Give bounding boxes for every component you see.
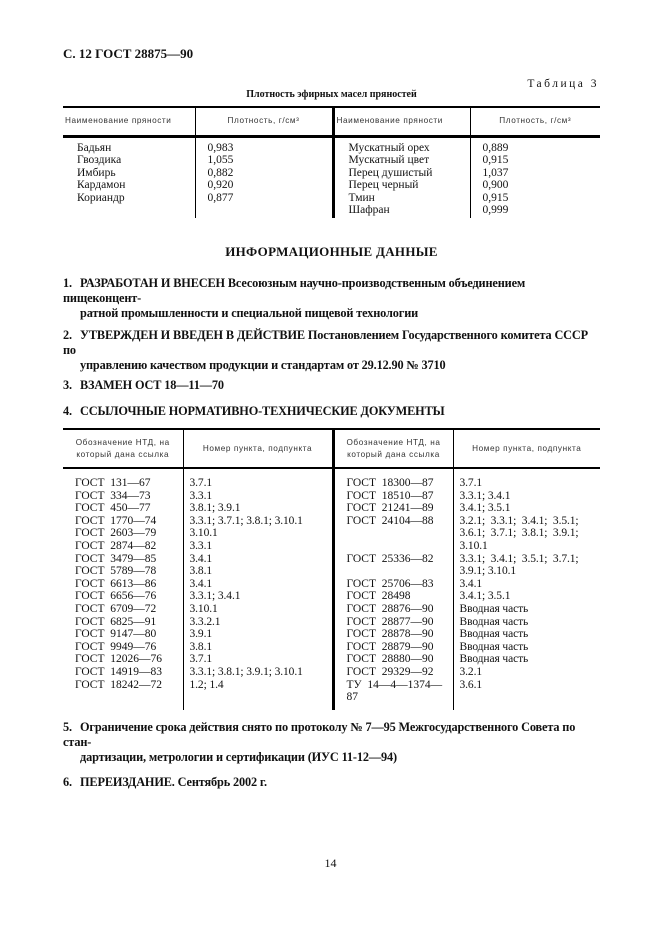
clause-number-cell: Вводная часть [453,641,600,654]
table-row [63,515,600,528]
info-item-2 [63,328,600,373]
item-text: УТВЕРЖДЕН И ВВЕДЕН В ДЕЙСТВИЕ Постановлением Государственного комитета СССР по [63,328,588,357]
table-row [63,641,600,654]
clause-number-cell: 3.3.2.1 [183,616,333,629]
cell-line: Перец душистый [348,166,433,179]
document-designation-cell: ГОСТ 6656—76 [75,590,157,603]
document-designation-cell [333,527,453,540]
clause-number-cell: 3.9.1 [183,628,333,641]
document-designation-cell: ГОСТ 131—67 [75,477,151,489]
item-number: 6. [63,774,72,789]
cell-line: Кориандр [77,191,125,204]
clause-number-cell: 3.2.1 [453,666,600,679]
document-designation-cell: ГОСТ 2874—82 [75,539,157,552]
clause-number-cell: 3.4.1 [453,578,600,591]
document-designation-cell: ГОСТ 18242—72 [75,678,163,691]
table-row [63,565,600,578]
cell-line: 0,920 [207,179,234,192]
table-row [63,540,600,553]
info-item-3 [63,378,600,393]
cell-line: Мускатный цвет [348,154,430,167]
clause-number-cell: 3.9.1; 3.10.1 [453,565,600,578]
document-designation-cell: ГОСТ 28877—90 [333,616,453,629]
table-row [63,653,600,666]
clause-number-cell: 3.10.1 [183,603,333,616]
item-number: 3. [63,378,72,392]
item-number: 4. [63,404,72,418]
cell-line: 0,983 [207,141,234,154]
info-item-1 [63,276,600,321]
column-header: Плотность, г/см³ [470,107,600,136]
table-row [63,603,600,616]
cell-line: 0,877 [207,191,234,204]
cell-line: Бадьян [77,141,112,154]
cell-line: Перец черный [348,179,419,192]
cell-line: Кардамон [77,179,126,192]
table-row [63,616,600,629]
document-designation-cell: ГОСТ 28498 [333,590,453,603]
document-designation-cell [333,565,453,578]
table-row [63,578,600,591]
document-designation-cell [333,540,453,553]
table-row [63,553,600,566]
document-designation-cell: ГОСТ 334—73 [75,489,151,502]
clause-number-cell: 3.3.1 [183,540,333,553]
page-number: 14 [324,856,337,870]
clause-number-cell: 3.8.1 [183,565,333,578]
cell-line: 0,999 [482,204,509,217]
item-text: ратной промышленности и специальной пищевой технологии [80,306,419,320]
density-values-right [470,136,600,218]
clause-number-cell: 3.3.1; 3.4.1 [183,590,333,603]
cell-line: Мускатный орех [348,141,430,154]
clause-number-cell: 3.4.1; 3.5.1 [453,502,600,515]
column-header: Плотность, г/см³ [195,107,333,136]
clause-number-cell: 3.8.1 [183,641,333,654]
document-designation-cell: ГОСТ 25706—83 [333,578,453,591]
item-text: Ограничение срока действия снято по протоколу № 7—95 Межгосударственного Совета по стан- [63,719,576,749]
column-header: Наименование пряности [65,116,172,126]
document-designation-cell: ГОСТ 25336—82 [333,553,453,566]
cell-line: 0,915 [482,191,509,204]
table-number: Таблица 3 [527,78,599,90]
clause-number-cell: 3.8.1; 3.9.1 [183,502,333,515]
cell-line: 1,055 [207,154,234,167]
table-row [63,502,600,515]
clause-number-cell: 3.3.1; 3.4.1 [453,490,600,503]
document-designation-cell: ТУ 14—4—1374—87 [333,679,453,710]
column-header: Обозначение НТД, на который дана ссылка [333,429,453,468]
clause-number-cell: 3.10.1 [183,527,333,540]
clause-number-cell: 3.7.1 [453,468,600,490]
clause-number-cell: 3.4.1 [183,578,333,591]
item-text: РАЗРАБОТАН И ВНЕСЕН Всесоюзным научно-производственным объединением пищеконцент- [63,276,526,305]
document-designation-cell: ГОСТ 6709—72 [75,602,157,615]
item-text: ПЕРЕИЗДАНИЕ. Сентябрь 2002 г. [80,774,267,789]
item-number: 2. [63,328,72,342]
document-designation-cell: ГОСТ 28876—90 [333,603,453,616]
spice-names-right [333,136,470,218]
cell-line: 0,915 [482,154,509,167]
clause-number-cell: 3.3.1 [183,490,333,503]
table-row [63,527,600,540]
clause-number-cell: 3.4.1; 3.5.1 [453,590,600,603]
document-designation-cell: ГОСТ 9949—76 [75,640,157,653]
table-row [63,628,600,641]
cell-line: Имбирь [77,166,116,179]
cell-line: Шафран [348,204,390,217]
document-designation-cell: ГОСТ 28879—90 [333,641,453,654]
document-designation-cell: ГОСТ 9147—80 [75,628,157,641]
cell-line: 0,889 [482,141,509,154]
cell-line: 1,037 [482,166,509,179]
clause-number-cell: 3.6.1 [453,679,600,710]
clause-number-cell: Вводная часть [453,603,600,616]
clause-number-cell: 3.7.1 [183,653,333,666]
running-title: С. 12 ГОСТ 28875—90 [63,46,194,61]
info-item-6 [63,775,600,790]
column-header: Номер пункта, подпункта [453,429,600,468]
clause-number-cell: 3.2.1; 3.3.1; 3.4.1; 3.5.1; [453,515,600,528]
document-designation-cell: ГОСТ 2603—79 [75,527,157,540]
column-header: Наименование пряности [333,107,470,136]
cell-line: Гвоздика [77,154,122,167]
table-row [63,666,600,679]
document-designation-cell: ГОСТ 450—77 [75,502,151,515]
density-values-left [195,136,333,218]
cell-line: Тмин [348,191,375,204]
clause-number-cell: 3.3.1; 3.4.1; 3.5.1; 3.7.1; [453,553,600,566]
document-designation-cell: ГОСТ 14919—83 [75,665,163,678]
info-item-5 [63,720,600,765]
table-row [63,490,600,503]
column-header: Номер пункта, подпункта [183,429,333,468]
document-designation-cell: ГОСТ 29329—92 [333,666,453,679]
item-text: управлению качеством продукции и стандартам от 29.12.90 № 3710 [80,358,446,372]
item-text: ССЫЛОЧНЫЕ НОРМАТИВНО-ТЕХНИЧЕСКИЕ ДОКУМЕНТЫ [80,404,445,418]
clause-number-cell: 3.4.1 [183,553,333,566]
clause-number-cell: 3.3.1; 3.8.1; 3.9.1; 3.10.1 [183,666,333,679]
document-designation-cell: ГОСТ 28878—90 [333,628,453,641]
clause-number-cell: 3.3.1; 3.7.1; 3.8.1; 3.10.1 [183,515,333,528]
section-heading: ИНФОРМАЦИОННЫЕ ДАННЫЕ [225,244,438,259]
document-designation-cell: ГОСТ 3479—85 [75,552,157,565]
document-designation-cell: ГОСТ 18510—87 [333,490,453,503]
spice-oil-density-table [63,106,600,218]
clause-number-cell: Вводная часть [453,616,600,629]
table-title: Плотность эфирных масел пряностей [246,89,417,100]
document-designation-cell: ГОСТ 1770—74 [75,514,157,527]
information-section [63,244,600,790]
item-number: 1. [63,276,72,290]
column-header: Обозначение НТД, на который дана ссылка [75,437,170,459]
table-row [63,468,600,490]
table-row [63,590,600,603]
clause-number-cell: 3.7.1 [183,468,333,490]
document-designation-cell: ГОСТ 6825—91 [75,615,157,628]
document-designation-cell: ГОСТ 12026—76 [75,653,163,666]
clause-number-cell: 1.2; 1.4 [183,679,333,710]
cell-line: 0,882 [207,166,234,179]
clause-number-cell: 3.6.1; 3.7.1; 3.8.1; 3.9.1; [453,527,600,540]
spice-names-left [63,136,195,218]
document-designation-cell: ГОСТ 21241—89 [333,502,453,515]
table-row [63,679,600,710]
reference-documents-table [63,428,600,710]
clause-number-cell: 3.10.1 [453,540,600,553]
clause-number-cell: Вводная часть [453,653,600,666]
document-designation-cell: ГОСТ 6613—86 [75,577,157,590]
document-designation-cell: ГОСТ 24104—88 [333,515,453,528]
document-designation-cell: ГОСТ 28880—90 [333,653,453,666]
clause-number-cell: Вводная часть [453,628,600,641]
item-number: 5. [63,719,72,734]
document-designation-cell: ГОСТ 5789—78 [75,565,157,578]
cell-line: 0,900 [482,179,509,192]
item-text: ВЗАМЕН ОСТ 18—11—70 [80,378,224,392]
info-item-4 [63,404,600,419]
document-designation-cell: ГОСТ 18300—87 [333,468,453,490]
item-text: дартизации, метрологии и сертификации (ИУС 11-12—94) [80,749,397,764]
